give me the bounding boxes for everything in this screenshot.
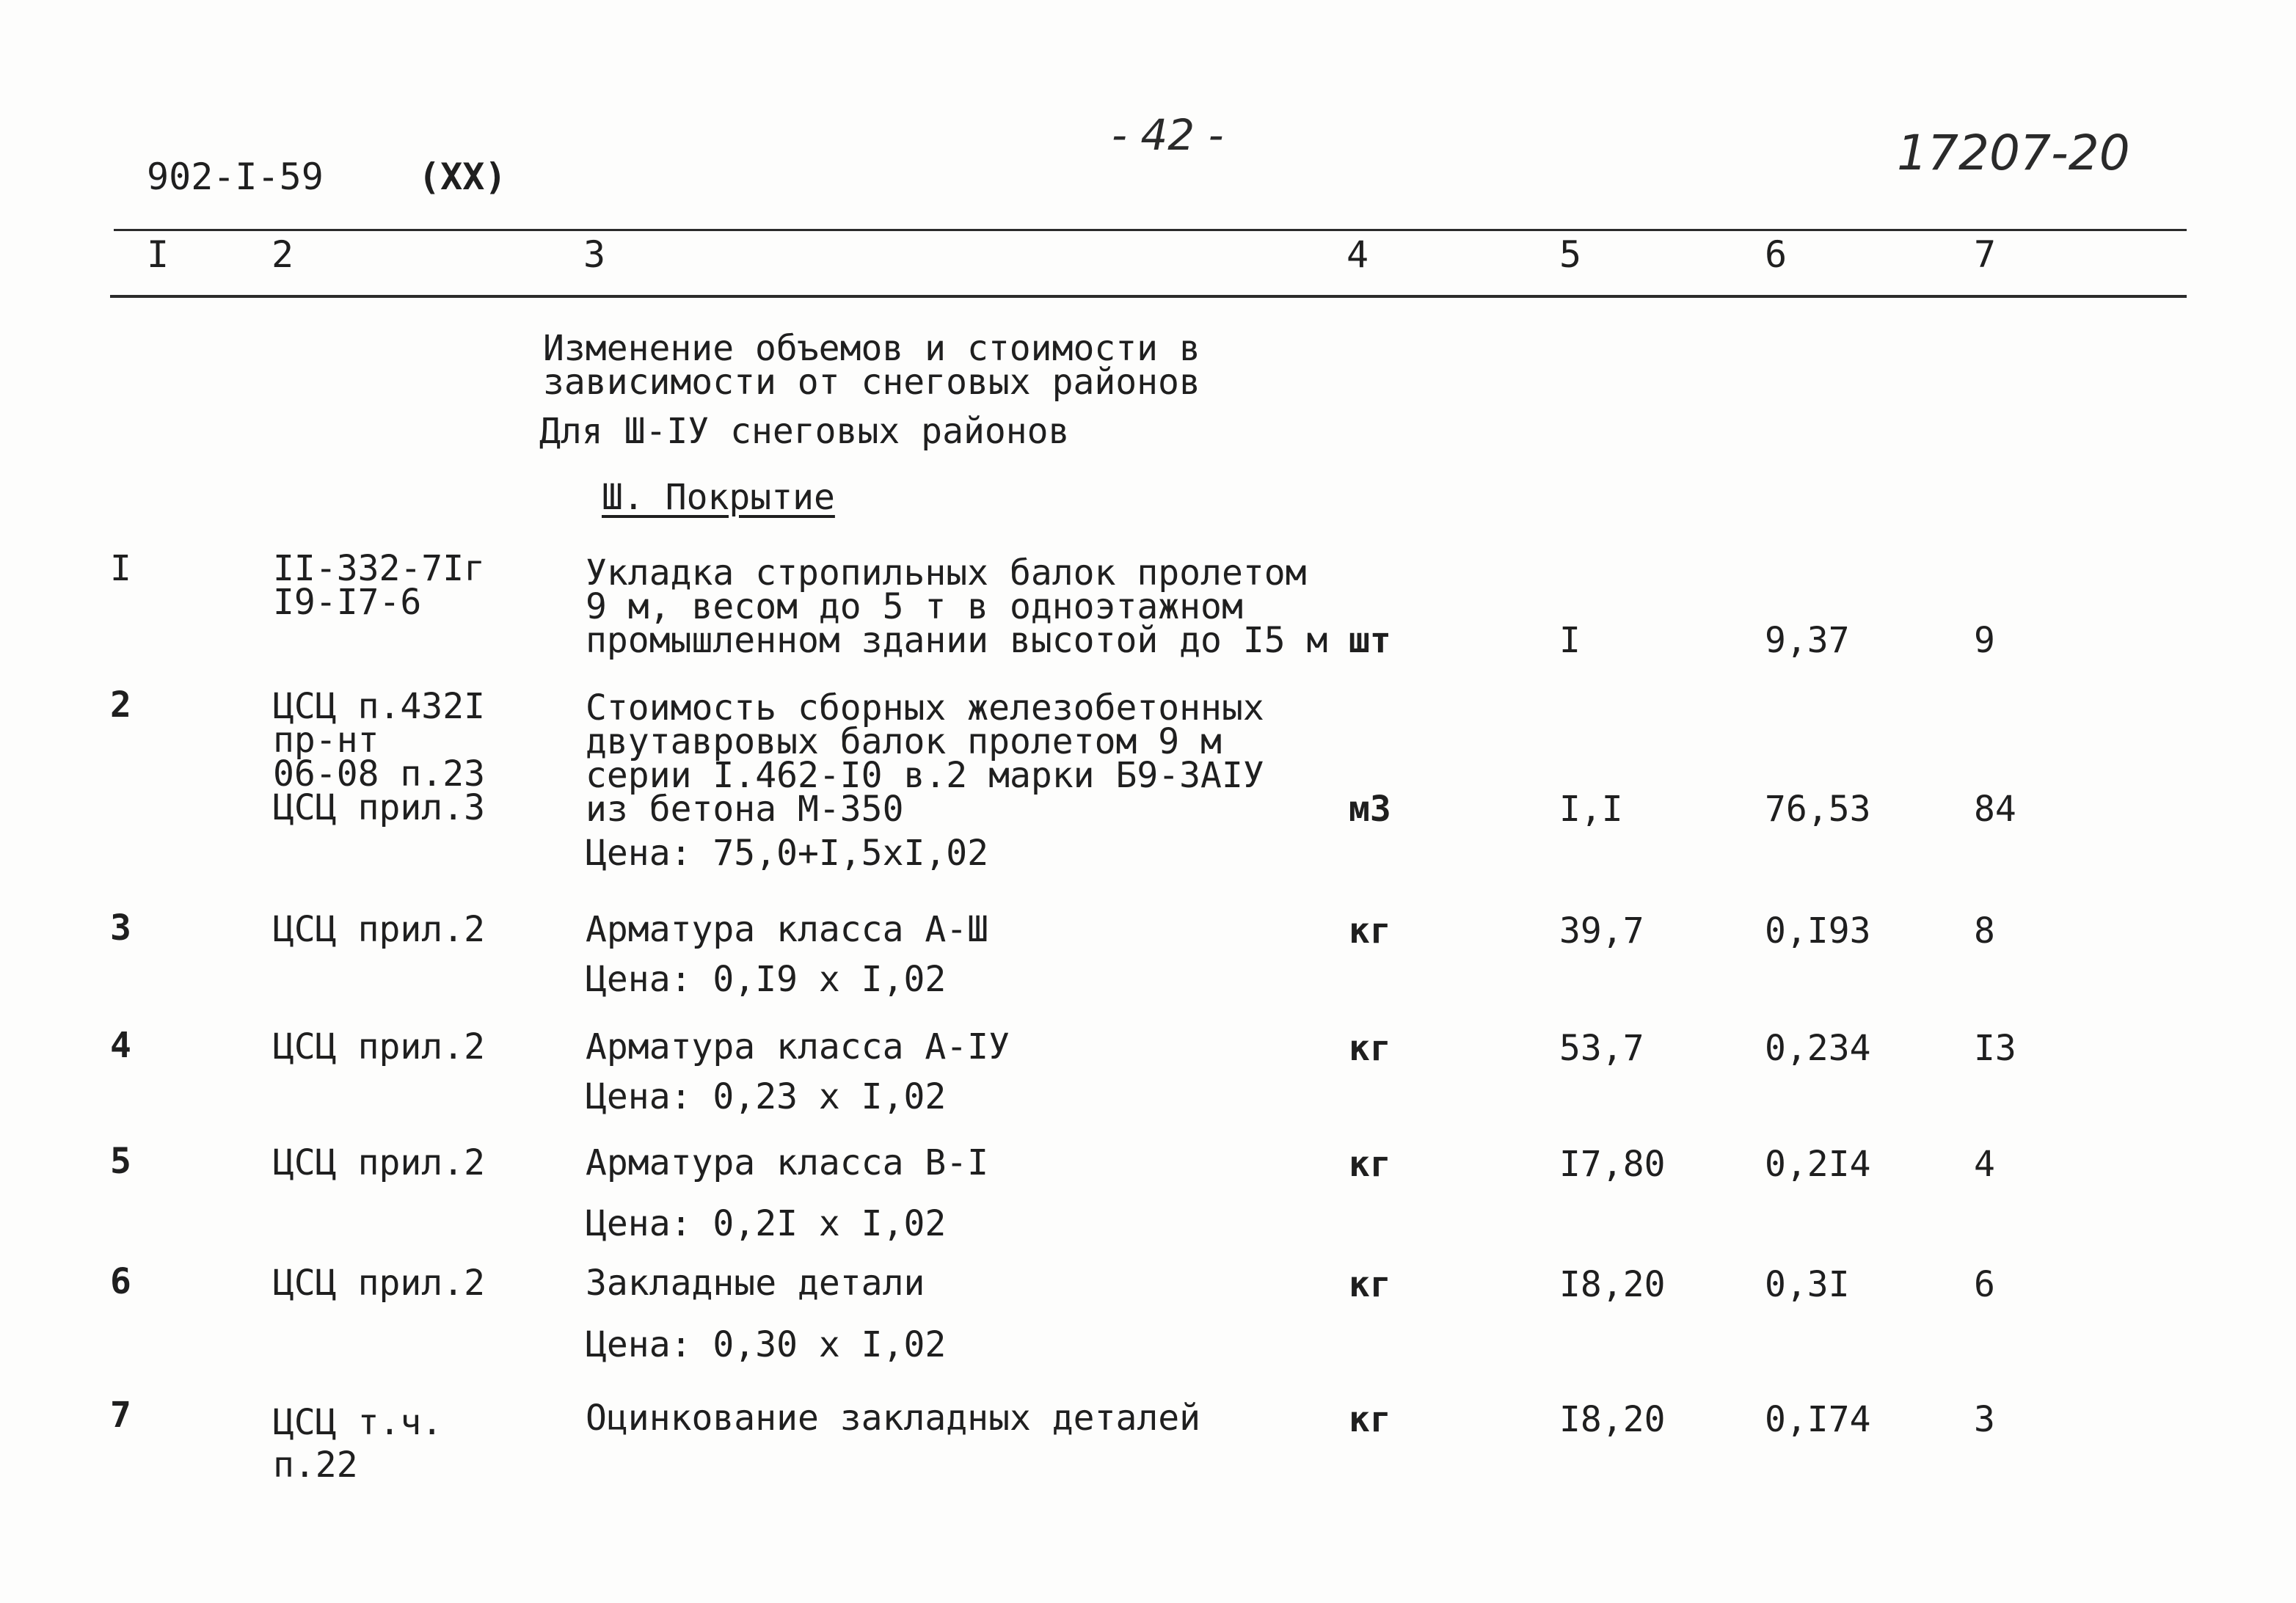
column-number-7: 7 (1974, 233, 1997, 276)
row-4-total: I3 (1974, 1028, 2016, 1069)
row-3-description: Арматура класса А-Ш (586, 909, 989, 950)
row-7-unit: кг (1349, 1399, 1391, 1440)
header-top-rule (114, 229, 2187, 231)
row-1-basis-line-2: I9-I7-6 (273, 582, 422, 623)
row-2-number: 2 (110, 684, 131, 726)
row-2-basis-line-3: 06-08 п.23 (273, 753, 485, 795)
row-3-basis: ЦСЦ прил.2 (273, 909, 485, 950)
row-3-qty: 39,7 (1559, 910, 1644, 952)
column-number-6: 6 (1765, 233, 1787, 276)
row-2-desc-line-1: Стоимость сборных железобетонных (586, 687, 1264, 729)
row-2-description (586, 687, 1264, 830)
row-2-basis-line-2: пр-нт (273, 720, 379, 761)
row-7-total: 3 (1974, 1399, 1995, 1440)
row-1-unit: шт (1349, 620, 1391, 661)
row-5-qty: I7,80 (1559, 1144, 1666, 1185)
row-7-number: 7 (110, 1395, 131, 1436)
row-2-unit-cost: 76,53 (1765, 789, 1871, 830)
row-2-desc-line-3: серии I.462-I0 в.2 марки Б9-3АIУ (586, 755, 1264, 796)
row-1-description (586, 552, 1328, 661)
row-5-price-note: Цена: 0,2I х I,02 (586, 1203, 947, 1244)
handwritten-reference: 17207-20 (1897, 125, 2130, 181)
column-number-4: 4 (1346, 233, 1369, 276)
document-code: 902-I-59 (147, 156, 324, 198)
row-4-qty: 53,7 (1559, 1028, 1644, 1069)
row-4-basis: ЦСЦ прил.2 (273, 1026, 485, 1067)
row-4-unit: кг (1349, 1028, 1391, 1069)
row-1-basis (273, 548, 485, 623)
row-2-desc-line-2: двутавровых балок пролетом 9 м (586, 721, 1222, 762)
row-5-unit: кг (1349, 1144, 1391, 1185)
document-suffix: (XX) (418, 156, 507, 198)
row-2-total: 84 (1974, 789, 2016, 830)
page-number: - 42 - (1112, 110, 1224, 160)
row-7-unit-cost: 0,I74 (1765, 1399, 1871, 1440)
row-3-unit-cost: 0,I93 (1765, 910, 1871, 952)
row-6-basis: ЦСЦ прил.2 (273, 1263, 485, 1304)
row-1-unit-cost: 9,37 (1765, 620, 1850, 661)
column-number-2: 2 (271, 233, 294, 276)
row-7-description: Оцинкование закладных деталей (586, 1398, 1201, 1439)
row-2-basis-line-1: ЦСЦ п.432I (273, 686, 485, 727)
row-4-description: Арматура класса А-IУ (586, 1026, 1010, 1067)
row-6-unit: кг (1349, 1264, 1391, 1305)
row-6-total: 6 (1974, 1264, 1995, 1305)
row-6-description: Закладные детали (586, 1263, 925, 1304)
row-4-unit-cost: 0,234 (1765, 1028, 1871, 1069)
header-bottom-rule (110, 295, 2187, 298)
row-1-desc-line-3: промышленном здании высотой до I5 м (586, 620, 1328, 661)
row-3-unit: кг (1349, 910, 1391, 952)
row-2-basis-line-4: ЦСЦ прил.3 (273, 787, 485, 828)
row-6-number: 6 (110, 1261, 131, 1302)
row-1-number: I (110, 548, 131, 589)
row-7-basis-line-2: п.22 (273, 1445, 358, 1486)
row-5-unit-cost: 0,2I4 (1765, 1144, 1871, 1185)
row-3-price-note: Цена: 0,I9 х I,02 (586, 959, 947, 1000)
row-5-description: Арматура класса В-I (586, 1142, 989, 1183)
row-7-basis (273, 1401, 442, 1486)
column-number-3: 3 (583, 233, 606, 276)
row-7-qty: I8,20 (1559, 1399, 1666, 1440)
row-2-unit: м3 (1349, 789, 1391, 830)
row-2-desc-line-4: из бетона М-350 (586, 789, 904, 830)
row-6-price-note: Цена: 0,30 х I,02 (586, 1324, 947, 1365)
row-1-basis-line-1: II-332-7Iг (273, 548, 485, 589)
column-number-1: I (147, 233, 170, 276)
row-7-basis-line-1: ЦСЦ т.ч. (273, 1402, 443, 1443)
row-6-unit-cost: 0,3I (1765, 1264, 1850, 1305)
row-4-price-note: Цена: 0,23 х I,02 (586, 1076, 947, 1117)
row-5-basis: ЦСЦ прил.2 (273, 1142, 485, 1183)
row-5-number: 5 (110, 1141, 131, 1182)
section-title: Ш. Покрытие (602, 477, 835, 518)
row-1-desc-line-2: 9 м, весом до 5 т в одноэтажном (586, 586, 1243, 627)
row-6-qty: I8,20 (1559, 1264, 1666, 1305)
intro-line-1: Изменение объемов и стоимости в (543, 328, 1200, 369)
row-2-basis (273, 686, 485, 828)
intro-heading (543, 328, 1200, 403)
intro-subtitle: Для Ш-IУ снеговых районов (539, 411, 1070, 452)
row-4-number: 4 (110, 1025, 131, 1066)
column-number-5: 5 (1559, 233, 1582, 276)
row-5-total: 4 (1974, 1144, 1995, 1185)
row-3-total: 8 (1974, 910, 1995, 952)
row-1-qty: I (1559, 620, 1581, 661)
row-2-qty: I,I (1559, 789, 1623, 830)
row-3-number: 3 (110, 908, 131, 949)
row-1-total: 9 (1974, 620, 1995, 661)
row-1-desc-line-1: Укладка стропильных балок пролетом (586, 552, 1307, 594)
intro-line-2: зависимости от снеговых районов (543, 362, 1200, 403)
row-2-price-note: Цена: 75,0+I,5хI,02 (586, 833, 989, 874)
